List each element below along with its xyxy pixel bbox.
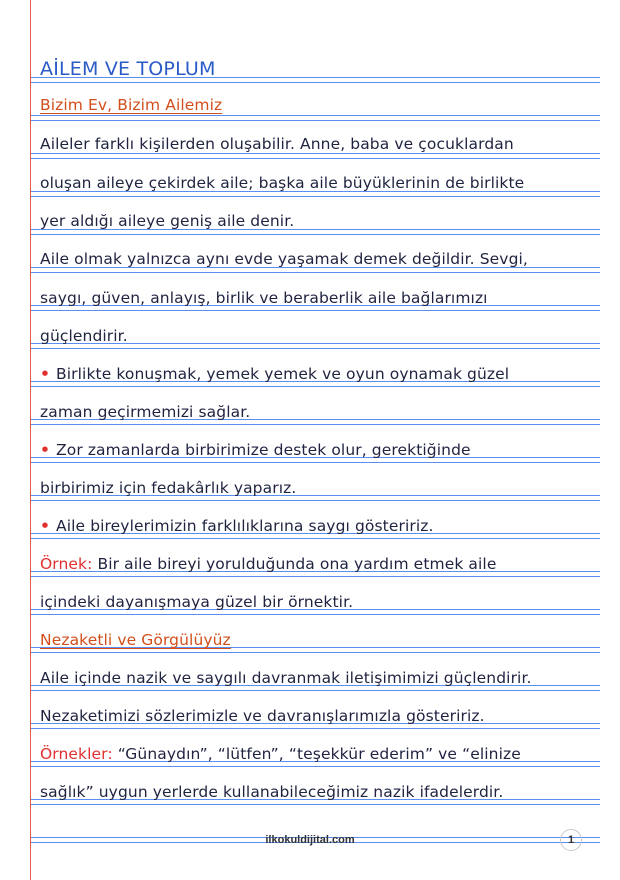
- example-text: Bir aile bireyi yorulduğunda ona yardım etmek aile: [97, 555, 497, 573]
- bullet-text: Aile bireylerimizin farklılıklarına saygı gösteririz.: [56, 517, 434, 535]
- example-line: [40, 555, 496, 573]
- bullet-continuation: birbirimiz için fedakârlık yaparız.: [40, 479, 297, 497]
- paragraph-line: güçlendirir.: [40, 327, 128, 345]
- examples-continuation: sağlık” uygun yerlerde kullanabileceğimiz nazik ifadelerdir.: [40, 783, 504, 801]
- bullet-item: [40, 365, 509, 383]
- bullet-dot-icon: •: [40, 441, 51, 459]
- paragraph-line: Aile olmak yalnızca aynı evde yaşamak demek değildir. Sevgi,: [40, 250, 528, 268]
- paragraph-line: yer aldığı aileye geniş aile denir.: [40, 212, 295, 230]
- bullet-item: [40, 441, 471, 459]
- example-continuation: içindeki dayanışmaya güzel bir örnektir.: [40, 593, 354, 611]
- page-number: 1: [560, 829, 582, 851]
- paragraph-line: oluşan aileye çekirdek aile; başka aile büyüklerinin de birlikte: [40, 174, 525, 192]
- paragraph-line: Nezaketimizi sözlerimizle ve davranışlarımızla gösteririz.: [40, 707, 485, 725]
- bullet-continuation: zaman geçirmemizi sağlar.: [40, 403, 251, 421]
- footer-site: ilkokuldijital.com: [265, 834, 355, 846]
- bullet-item: [40, 517, 434, 535]
- bullet-text: Birlikte konuşmak, yemek yemek ve oyun oynamak güzel: [56, 365, 510, 383]
- bullet-dot-icon: •: [40, 517, 51, 535]
- examples-line: [40, 745, 521, 763]
- paragraph-line: Aile içinde nazik ve saygılı davranmak iletişimimizi güçlendirir.: [40, 669, 532, 687]
- example-label: Örnek:: [40, 555, 93, 573]
- section-heading-manners: Nezaketli ve Görgülüyüz: [40, 631, 231, 649]
- section-heading-family: Bizim Ev, Bizim Ailemiz: [40, 96, 223, 114]
- bullet-dot-icon: •: [40, 365, 51, 383]
- examples-label: Örnekler:: [40, 745, 113, 763]
- paragraph-line: saygı, güven, anlayış, birlik ve beraberlik aile bağlarımızı: [40, 289, 488, 307]
- examples-text: “Günaydın”, “lütfen”, “teşekkür ederim” ve “elinize: [117, 745, 521, 763]
- bullet-text: Zor zamanlarda birbirimize destek olur, gerektiğinde: [56, 441, 471, 459]
- paragraph-line: Aileler farklı kişilerden oluşabilir. Anne, baba ve çocuklardan: [40, 135, 514, 153]
- page-title: AİLEM VE TOPLUM: [40, 58, 216, 80]
- margin-line: [30, 0, 31, 880]
